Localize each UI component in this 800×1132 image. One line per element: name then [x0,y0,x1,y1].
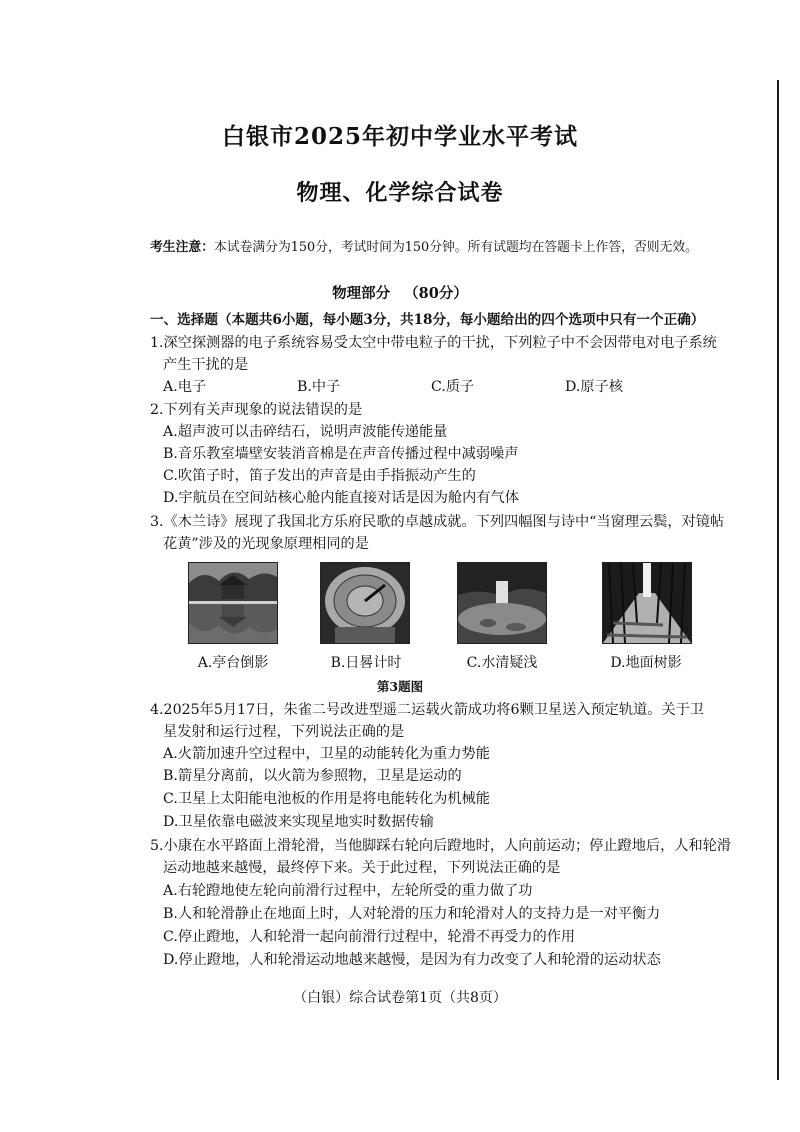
q3-line-1: 3.《木兰诗》展现了我国北方乐府民歌的卓越成就。下列四幅图与诗中“当窗理云鬓，对镜帖 [150,514,725,530]
q2-option-a: A.超声波可以击碎结石，说明声波能传递能量 [163,424,448,440]
q5-option-b: B.人和轮滑静止在地面上时，人对轮滑的压力和轮滑对人的支持力是一对平衡力 [163,906,661,922]
q1-option-a: A.电子 [163,379,207,395]
q5-line-1: 5.小康在水平路面上滑轮滑，当他脚踩右轮向后蹬地时，人向前运动；停止蹬地后，人和轮滑 [150,838,732,854]
figure-caption: 第3题图 [376,679,424,694]
section-title: 物理部分 [332,285,391,302]
section-heading [0,284,800,304]
exam-title: 白银市2025年初中学业水平考试 [221,123,578,150]
q5-option-a: A.右轮蹬地使左轮向前滑行过程中，左轮所受的重力做了功 [163,883,533,899]
notice-text: 本试卷满分为150分，考试时间为150分钟。所有试题均在答题卡上作答，否则无效。 [213,240,698,255]
q4-option-c: C.卫星上太阳能电池板的作用是将电能转化为机械能 [163,791,490,807]
q3-line-2: 花黄”涉及的光现象原理相同的是 [163,536,369,552]
q5-option-d: D.停止蹬地，人和轮滑运动地越来越慢，是因为有力改变了人和轮滑的运动状态 [163,952,661,968]
q3-option-a: A.亭台倒影 [197,655,269,671]
section-score: （80分） [404,285,468,302]
q4-line-1: 4.2025年5月17日，朱雀二号改进型遥二运载火箭成功将6颗卫星送入预定轨道。关于卫 [150,702,704,718]
q3-option-b: B.日晷计时 [330,655,402,671]
exam-subtitle: 物理、化学综合试卷 [296,180,504,206]
notice-label: 考生注意： [150,240,214,255]
page-footer: （白银）综合试卷第1页（共8页） [293,990,507,1006]
q3-option-c: C.水清疑浅 [466,655,538,671]
q1-option-d: D.原子核 [565,379,623,395]
q1-option-b: B.中子 [297,379,341,395]
tree-shadow-image [602,562,692,644]
q1-line-1: 1.深空探测器的电子系统容易受太空中带电粒子的干扰，下列粒子中不会因带电对电子系统 [150,335,717,351]
q2-option-b: B.音乐教室墙壁安装消音棉是在声音传播过程中减弱噪声 [163,446,519,462]
q2-option-d: D.宇航员在空间站核心舱内能直接对话是因为舱内有气体 [163,490,519,506]
q1-option-c: C.质子 [431,379,475,395]
q4-option-a: A.火箭加速升空过程中，卫星的动能转化为重力势能 [163,746,490,762]
page-edge-line [777,80,779,1080]
exam-notice [150,238,698,258]
q2-option-c: C.吹笛子时，笛子发出的声音是由手指振动产生的 [163,468,476,484]
q4-line-2: 星发射和运行过程，下列说法正确的是 [163,724,405,740]
q3-option-d: D.地面树影 [610,655,682,671]
q5-option-c: C.停止蹬地，人和轮滑一起向前滑行过程中，轮滑不再受力的作用 [163,929,576,945]
q2-line-1: 2.下列有关声现象的说法错误的是 [150,402,363,418]
q4-option-b: B.箭星分离前，以火箭为参照物，卫星是运动的 [163,768,462,784]
q5-line-2: 运动地越来越慢，最终停下来。关于此过程，下列说法正确的是 [163,860,561,876]
pavilion-reflection-image [188,562,278,644]
sundial-image [320,562,410,644]
clear-water-image [457,562,547,644]
q4-option-d: D.卫星依靠电磁波来实现星地实时数据传输 [163,814,434,830]
part-heading: 一、选择题（本题共6小题，每小题3分，共18分，每小题给出的四个选项中只有一个正确） [150,312,705,328]
q1-line-2: 产生干扰的是 [163,357,249,373]
